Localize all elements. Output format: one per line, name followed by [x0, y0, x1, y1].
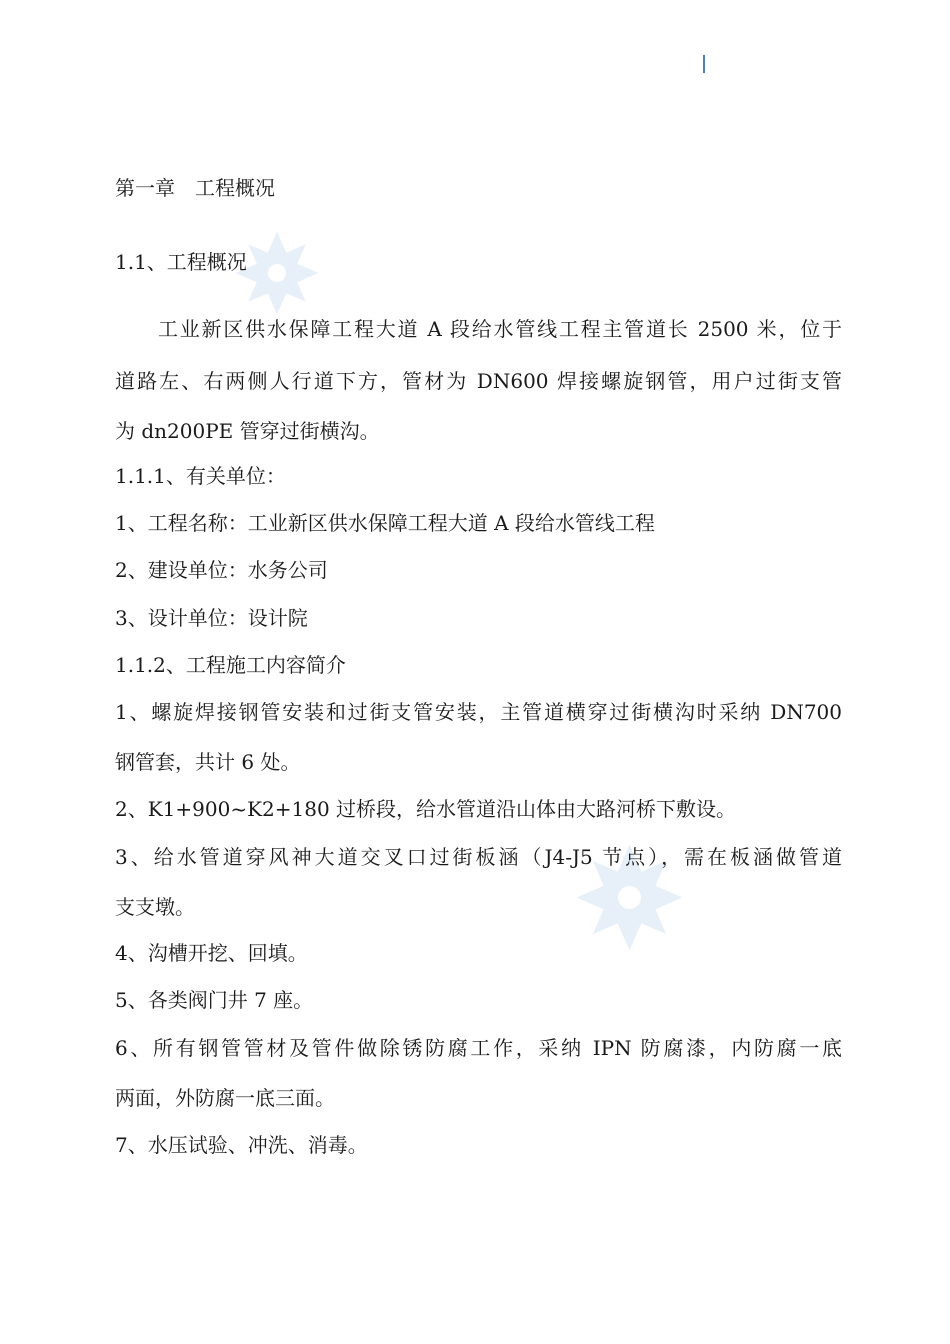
- content-item-6-line-1: 6、所有钢管管材及管件做除锈防腐工作，采纳 IPN 防腐漆，内防腐一底: [115, 1036, 842, 1060]
- content-item-7: 7、水压试验、冲洗、消毒。: [115, 1133, 368, 1157]
- content-item-5: 5、各类阀门井 7 座。: [115, 988, 314, 1012]
- overview-line-3: 为 dn200PE 管穿过街横沟。: [115, 419, 380, 443]
- content-item-2: 2、K1+900~K2+180 过桥段，给水管道沿山体由大路河桥下敷设。: [115, 797, 737, 821]
- section-heading-1-1-1: 1.1.1、有关单位：: [115, 464, 286, 488]
- section-heading-1-1: 1.1、工程概况: [115, 250, 247, 274]
- section-heading-1-1-2: 1.1.2、工程施工内容简介: [115, 653, 346, 677]
- content-item-4: 4、沟槽开挖、回填。: [115, 941, 308, 965]
- unit-builder: 2、建设单位：水务公司: [115, 558, 328, 582]
- unit-designer: 3、设计单位：设计院: [115, 606, 308, 630]
- content-item-1-line-2: 钢管套，共计 6 处。: [115, 750, 301, 774]
- text-cursor-mark: [703, 55, 705, 73]
- chapter-title: 第一章 工程概况: [115, 176, 275, 200]
- unit-project-name: 1、工程名称：工业新区供水保障工程大道 A 段给水管线工程: [115, 511, 655, 535]
- content-item-1-line-1: 1、螺旋焊接钢管安装和过街支管安装，主管道横穿过街横沟时采纳 DN700: [115, 700, 842, 724]
- overview-line-2: 道路左、右两侧人行道下方，管材为 DN600 焊接螺旋钢管，用户过街支管: [115, 369, 842, 393]
- content-item-6-line-2: 两面，外防腐一底三面。: [115, 1086, 335, 1110]
- overview-line-1: 工业新区供水保障工程大道 A 段给水管线工程主管道长 2500 米，位于: [158, 317, 842, 341]
- content-item-3-line-2: 支支墩。: [115, 895, 195, 919]
- content-item-3-line-1: 3、给水管道穿风神大道交叉口过街板涵（J4-J5 节点），需在板涵做管道: [115, 845, 842, 869]
